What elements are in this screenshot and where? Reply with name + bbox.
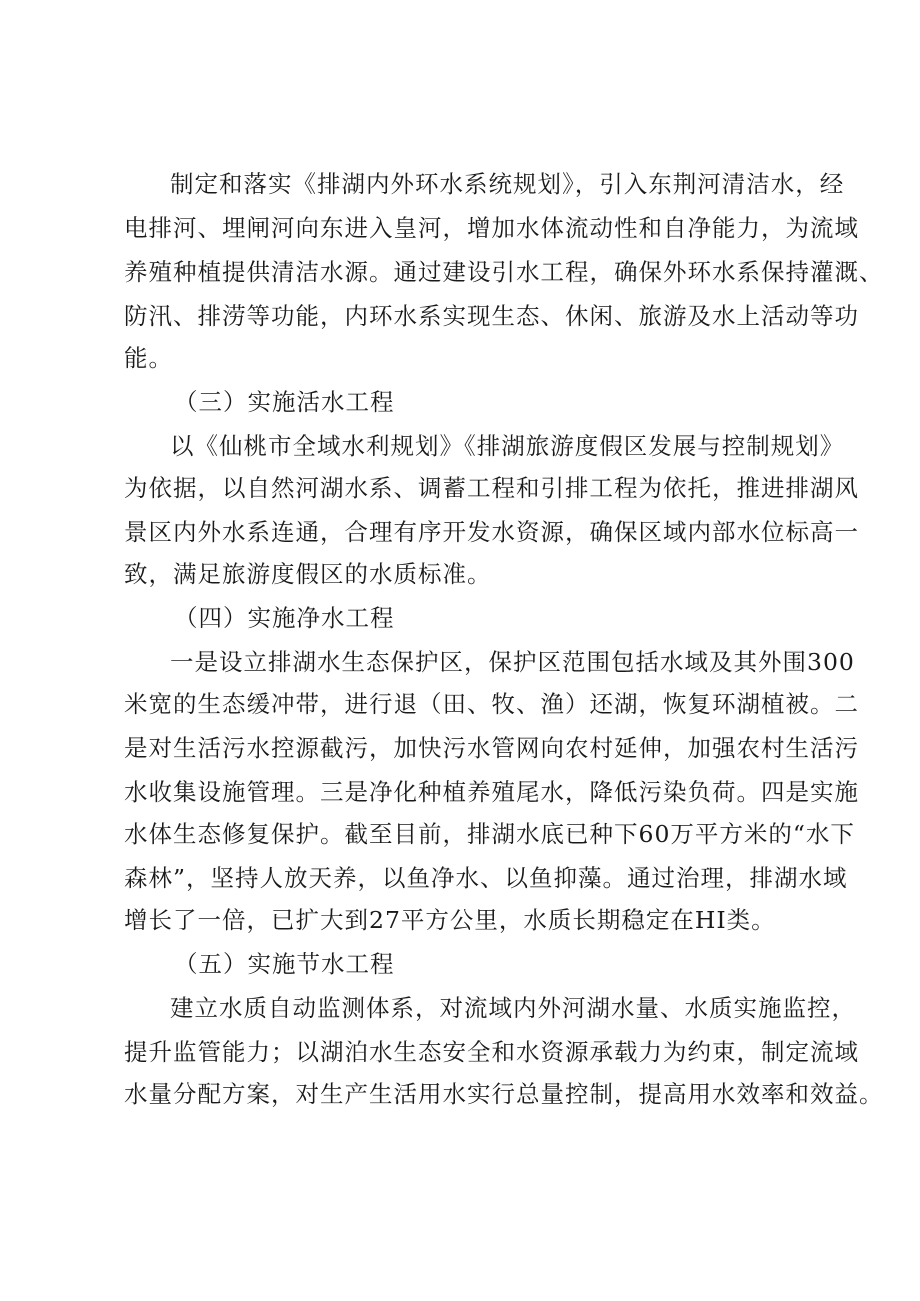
text-line: 一是设立排湖水生态保护区，保护区范围包括水域及其外围300 (170, 648, 855, 676)
section-heading-water-saving: （五）实施节水工程 (174, 950, 395, 978)
section-heading-clean-water: （四）实施净水工程 (174, 604, 395, 632)
text-line: 防汛、排涝等功能，内环水系实现生态、休闲、旅游及水上活动等功 (124, 302, 859, 330)
text-line: 水收集设施管理。三是净化种植养殖尾水，降低污染负荷。四是实施 (124, 778, 859, 806)
text-line: 提升监管能力；以湖泊水生态安全和水资源承载力为约束，制定流域 (124, 1038, 859, 1066)
text-line: 制定和落实《排湖内外环水系统规划》，引入东荆河清洁水，经 (170, 170, 845, 198)
text-line: 森林”，坚持人放天养，以鱼净水、以鱼抑藻。通过治理，排湖水域 (124, 864, 848, 892)
text-line: 能。 (124, 344, 173, 372)
text-line: 养殖种植提供清洁水源。通过建设引水工程，确保外环水系保持灌溉、 (124, 258, 884, 286)
text-line: 是对生活污水控源截污，加快污水管网向农村延伸，加强农村生活污 (124, 734, 859, 762)
text-line: 水体生态修复保护。截至目前，排湖水底已种下60万平方米的“水下 (124, 820, 855, 848)
text-line: 景区内外水系连通，合理有序开发水资源，确保区域内部水位标高一 (124, 518, 859, 546)
text-line: 水量分配方案，对生产生活用水实行总量控制，提高用水效率和效益。 (124, 1080, 884, 1108)
text-line: 米宽的生态缓冲带，进行退（田、牧、渔）还湖，恢复环湖植被。二 (124, 690, 859, 718)
text-line: 增长了一倍，已扩大到27平方公里，水质长期稳定在HI类。 (124, 906, 776, 934)
text-line: 为依据，以自然河湖水系、调蓄工程和引排工程为依托，推进排湖风 (124, 474, 859, 502)
text-line: 致，满足旅游度假区的水质标准。 (124, 560, 492, 588)
section-heading-living-water: （三）实施活水工程 (174, 388, 395, 416)
text-line: 以《仙桃市全域水利规划》《排湖旅游度假区发展与控制规划》 (170, 432, 845, 460)
text-line: 电排河、埋闸河向东进入皇河，增加水体流动性和自净能力，为流域 (124, 214, 859, 242)
text-line: 建立水质自动监测体系，对流域内外河湖水量、水质实施监控， (170, 994, 856, 1022)
